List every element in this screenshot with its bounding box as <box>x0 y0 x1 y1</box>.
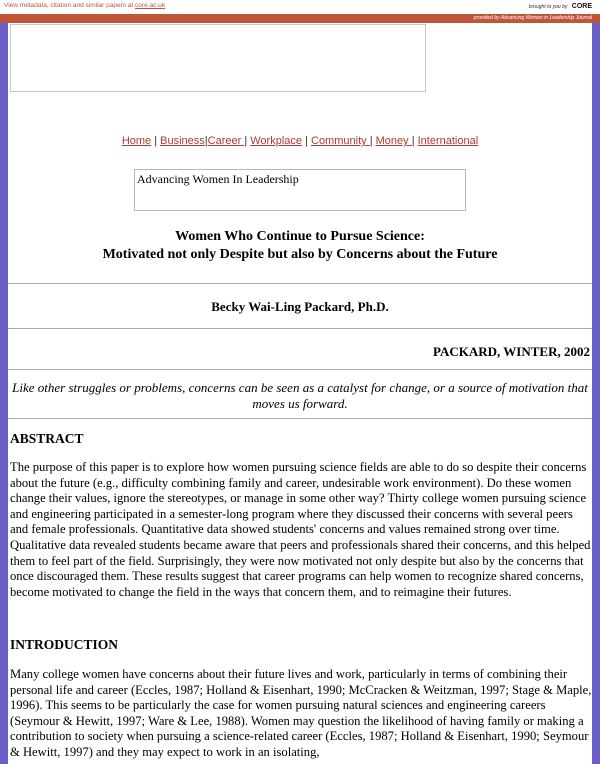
nav-home-link[interactable]: Home <box>121 135 152 147</box>
divider <box>8 418 592 419</box>
brand-box <box>134 169 466 211</box>
core-header-bar <box>0 0 600 14</box>
core-metadata-prefix: View metadata, citation and similar papers at <box>4 2 134 9</box>
document-page <box>8 23 592 764</box>
nav-career-link[interactable]: Career <box>207 135 242 147</box>
nav-workplace-link[interactable]: Workplace <box>250 135 303 147</box>
core-link[interactable]: core.ac.uk <box>135 2 166 9</box>
divider <box>8 283 592 284</box>
nav-community-link[interactable]: Community <box>311 135 367 147</box>
introduction-heading: INTRODUCTION <box>10 637 119 652</box>
brought-by-text: brought to you by <box>528 4 568 10</box>
introduction-paragraph: Many college women have concerns about their future lives and work, particularly in terms of combining their personal life and career (Eccles, 1987; Holland & Eisenhart, 1990; McCracken & Weitzman, 1997; Stage & Maple, 1996). This seems to be particularly the case for women pursuing natural sciences and engineering careers (Seymour & Hewitt, 1997; Ware & Lee, 1988). Women may question the likelihood of having family or making a contribution to society when pursuing a science-related career (Eccles, 1987; Holland & Eisenhart, 1990; Seymour & Hewitt, 1997) and they may expect to work in an isolating, <box>10 667 592 759</box>
top-nav: Home | Business|Career | Workplace | Community | Money | International <box>121 135 479 147</box>
divider <box>8 369 592 370</box>
brand-box-text: Advancing Women In Leadership <box>137 172 299 186</box>
title-line-2: Motivated not only Despite but also by Concerns about the Future <box>102 247 498 262</box>
article-title <box>8 228 592 264</box>
divider <box>8 328 592 329</box>
abstract-paragraph: The purpose of this paper is to explore how women pursuing science fields are able to do so despite their concerns about the future (e.g., difficulty combining family and career, undesirable work environment). Do these women change their values, ignore the stereotypes, or manage in some other way? Thirty college women pursuing science and engineering participated in a semester-long program where they discussed their concerns with several peers and female professionals. Quantitative data showed students' concerns and values remained strong over time. Qualitative data revealed students became aware that peers and professionals shared their concerns, and this helped them to feel part of the field. Surprisingly, they were now motivated not only despite but also by the concerns that once discouraged them. These results suggest that career programs can help women to recognize shared concerns, become motivated to change the field in the ways that concern them, and to reimagine their futures. <box>10 460 591 599</box>
banner-placeholder <box>10 24 426 92</box>
epigraph-quote: Like other struggles or problems, concerns can be seen as a catalyst for change, or a source of motivation that moves us forward. <box>12 380 588 411</box>
abstract-heading: ABSTRACT <box>10 431 84 446</box>
nav-money-link[interactable]: Money <box>375 135 409 147</box>
provided-by-text: provided by Advancing Women in Leadership Journal <box>473 15 592 21</box>
core-brought-by <box>529 3 592 10</box>
core-logo[interactable]: CORE <box>571 3 592 10</box>
nav-international-link[interactable]: International <box>417 135 479 147</box>
nav-business-link[interactable]: Business <box>160 135 205 147</box>
citation: PACKARD, WINTER, 2002 <box>433 344 590 359</box>
author-name: Becky Wai-Ling Packard, Ph.D. <box>211 299 389 314</box>
title-line-1: Women Who Continue to Pursue Science: <box>175 229 425 244</box>
core-metadata-text <box>4 2 165 9</box>
provider-bar <box>0 14 600 23</box>
